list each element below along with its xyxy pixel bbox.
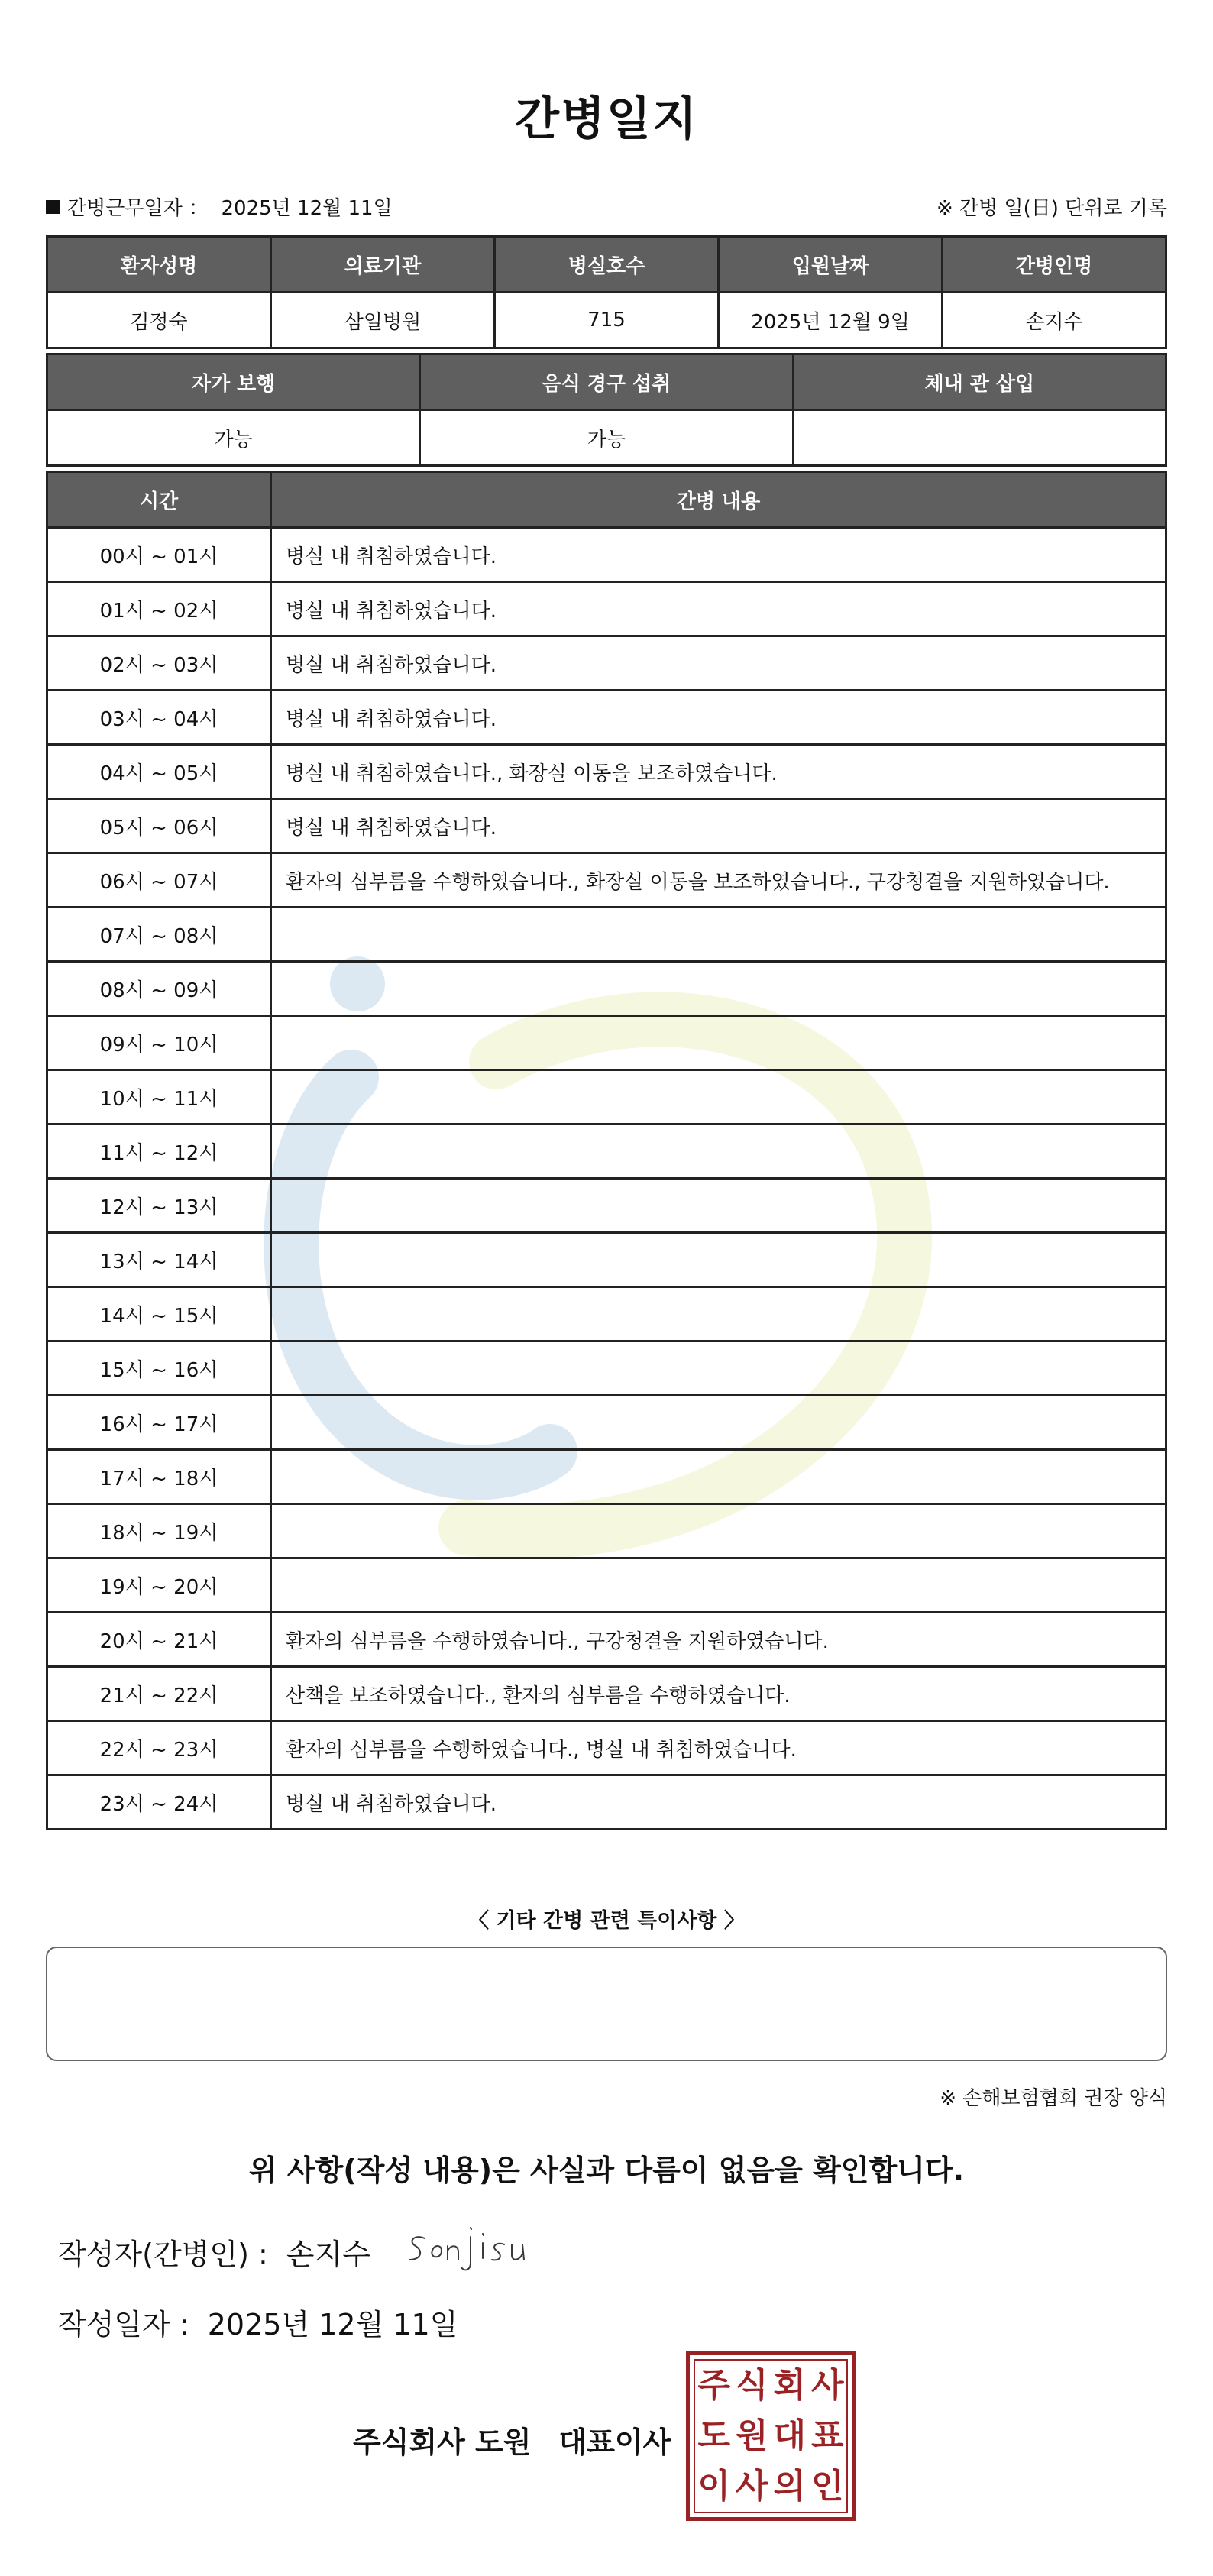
care-note bbox=[271, 908, 1166, 962]
writer-name: 손지수 bbox=[286, 2238, 370, 2271]
time-slot: 19시 ~ 20시 bbox=[47, 1558, 271, 1613]
table-row bbox=[47, 691, 1166, 745]
time-slot: 01시 ~ 02시 bbox=[47, 582, 271, 636]
table-row bbox=[47, 799, 1166, 853]
patient-status-table bbox=[46, 353, 1167, 467]
table-row bbox=[47, 1450, 1166, 1504]
tube-insertion-value bbox=[793, 410, 1166, 466]
time-slot: 12시 ~ 13시 bbox=[47, 1179, 271, 1233]
written-date-line bbox=[58, 2301, 458, 2343]
care-note: 병실 내 취침하였습니다. bbox=[271, 799, 1166, 853]
patient-info-table bbox=[46, 235, 1167, 349]
time-slot: 10시 ~ 11시 bbox=[47, 1070, 271, 1125]
header-tube-insertion: 체내 관 삽입 bbox=[793, 354, 1166, 410]
header-time: 시간 bbox=[47, 472, 271, 528]
table-row bbox=[47, 1396, 1166, 1450]
seal-char: 인 bbox=[810, 2467, 844, 2506]
time-slot: 00시 ~ 01시 bbox=[47, 528, 271, 582]
patient-name: 김정숙 bbox=[47, 293, 271, 348]
work-date-line bbox=[46, 193, 393, 221]
caregiver-name: 손지수 bbox=[943, 293, 1166, 348]
table-row bbox=[47, 1341, 1166, 1396]
time-slot: 08시 ~ 09시 bbox=[47, 962, 271, 1016]
care-note bbox=[271, 1179, 1166, 1233]
time-slot: 13시 ~ 14시 bbox=[47, 1233, 271, 1287]
care-note bbox=[271, 1016, 1166, 1070]
time-slot: 07시 ~ 08시 bbox=[47, 908, 271, 962]
hospital-name: 삼일병원 bbox=[271, 293, 495, 348]
table-row bbox=[47, 1558, 1166, 1613]
recommend-form-note: ※ 손해보험협회 권장 양식 bbox=[940, 2087, 1167, 2110]
company-line bbox=[353, 2419, 671, 2461]
time-slot: 14시 ~ 15시 bbox=[47, 1287, 271, 1341]
care-note: 병실 내 취침하였습니다. bbox=[271, 636, 1166, 691]
care-note: 병실 내 취침하였습니다. bbox=[271, 528, 1166, 582]
header-hospital: 의료기관 bbox=[271, 237, 495, 293]
written-date-label: 작성일자 : bbox=[58, 2308, 189, 2341]
care-note bbox=[271, 1504, 1166, 1558]
care-note: 환자의 심부름을 수행하였습니다., 병실 내 취침하였습니다. bbox=[271, 1721, 1166, 1775]
care-log-header-row bbox=[47, 472, 1166, 528]
seal-char: 식 bbox=[735, 2366, 768, 2405]
room-number: 715 bbox=[495, 293, 719, 348]
care-note: 병실 내 취침하였습니다. bbox=[271, 1775, 1166, 1830]
table-row bbox=[47, 1775, 1166, 1830]
square-bullet-icon bbox=[46, 200, 60, 214]
time-slot: 16시 ~ 17시 bbox=[47, 1396, 271, 1450]
table-row bbox=[47, 1233, 1166, 1287]
header-self-walking: 자가 보행 bbox=[47, 354, 420, 410]
written-date-value: 2025년 12월 11일 bbox=[207, 2308, 458, 2341]
time-slot: 03시 ~ 04시 bbox=[47, 691, 271, 745]
table-row bbox=[47, 908, 1166, 962]
admission-date: 2025년 12월 9일 bbox=[719, 293, 943, 348]
care-note: 환자의 심부름을 수행하였습니다., 화장실 이동을 보조하였습니다., 구강청결을 지원하였습니다. bbox=[271, 853, 1166, 908]
company-seal-stamp bbox=[686, 2351, 856, 2521]
header-admission-date: 입원날짜 bbox=[719, 237, 943, 293]
care-note bbox=[271, 1558, 1166, 1613]
table-row bbox=[47, 1179, 1166, 1233]
seal-char: 의 bbox=[773, 2467, 806, 2506]
writer-line bbox=[58, 2231, 370, 2273]
care-note bbox=[271, 1450, 1166, 1504]
seal-char: 표 bbox=[810, 2416, 844, 2455]
seal-char: 회 bbox=[773, 2366, 806, 2405]
table-row bbox=[47, 1016, 1166, 1070]
time-slot: 04시 ~ 05시 bbox=[47, 745, 271, 799]
work-date-value: 2025년 12월 11일 bbox=[221, 197, 393, 220]
care-note bbox=[271, 1396, 1166, 1450]
care-note bbox=[271, 962, 1166, 1016]
care-note: 산책을 보조하였습니다., 환자의 심부름을 수행하였습니다. bbox=[271, 1667, 1166, 1721]
handwritten-signature bbox=[403, 2215, 541, 2277]
care-note: 병실 내 취침하였습니다. bbox=[271, 691, 1166, 745]
table-row bbox=[47, 1667, 1166, 1721]
seal-char: 도 bbox=[697, 2416, 730, 2455]
time-slot: 23시 ~ 24시 bbox=[47, 1775, 271, 1830]
header-care-content: 간병 내용 bbox=[271, 472, 1166, 528]
table-row bbox=[47, 745, 1166, 799]
time-slot: 21시 ~ 22시 bbox=[47, 1667, 271, 1721]
company-name: 주식회사 도원 bbox=[353, 2426, 532, 2459]
care-note bbox=[271, 1341, 1166, 1396]
writer-label: 작성자(간병인) : bbox=[58, 2238, 268, 2271]
time-slot: 11시 ~ 12시 bbox=[47, 1125, 271, 1179]
table-row bbox=[47, 1125, 1166, 1179]
status-value-row bbox=[47, 410, 1166, 466]
patient-value-row bbox=[47, 293, 1166, 348]
header-oral-intake: 음식 경구 섭취 bbox=[420, 354, 793, 410]
special-notes-title: 〈 기타 간병 관련 특이사항 〉 bbox=[468, 1909, 745, 1933]
table-row bbox=[47, 853, 1166, 908]
time-slot: 22시 ~ 23시 bbox=[47, 1721, 271, 1775]
care-log-table bbox=[46, 471, 1167, 1830]
time-slot: 15시 ~ 16시 bbox=[47, 1341, 271, 1396]
seal-char: 원 bbox=[735, 2416, 768, 2455]
time-slot: 02시 ~ 03시 bbox=[47, 636, 271, 691]
seal-char: 대 bbox=[773, 2416, 806, 2455]
table-row bbox=[47, 1287, 1166, 1341]
seal-char: 사 bbox=[810, 2366, 844, 2405]
seal-char: 이 bbox=[697, 2467, 730, 2506]
care-note bbox=[271, 1125, 1166, 1179]
page-title: 간병일지 bbox=[515, 92, 698, 146]
table-row bbox=[47, 962, 1166, 1016]
table-row bbox=[47, 1070, 1166, 1125]
header-patient-name: 환자성명 bbox=[47, 237, 271, 293]
table-row bbox=[47, 582, 1166, 636]
record-unit-note: ※ 간병 일(日) 단위로 기록 bbox=[936, 197, 1167, 220]
time-slot: 18시 ~ 19시 bbox=[47, 1504, 271, 1558]
table-row bbox=[47, 1504, 1166, 1558]
table-row bbox=[47, 1613, 1166, 1667]
time-slot: 09시 ~ 10시 bbox=[47, 1016, 271, 1070]
table-row bbox=[47, 528, 1166, 582]
seal-char: 주 bbox=[697, 2366, 730, 2405]
time-slot: 05시 ~ 06시 bbox=[47, 799, 271, 853]
care-log-body bbox=[47, 528, 1166, 1830]
care-note bbox=[271, 1233, 1166, 1287]
table-row bbox=[47, 1721, 1166, 1775]
work-date-label: 간병근무일자 ： bbox=[67, 197, 209, 220]
confirmation-statement: 위 사항(작성 내용)은 사실과 다름이 없음을 확인합니다. bbox=[248, 2154, 965, 2187]
table-row bbox=[47, 636, 1166, 691]
status-header-row bbox=[47, 354, 1166, 410]
time-slot: 17시 ~ 18시 bbox=[47, 1450, 271, 1504]
care-note: 병실 내 취침하였습니다., 화장실 이동을 보조하였습니다. bbox=[271, 745, 1166, 799]
seal-inner-border bbox=[694, 2359, 848, 2513]
special-notes-box bbox=[46, 1947, 1167, 2061]
patient-header-row bbox=[47, 237, 1166, 293]
seal-char: 사 bbox=[735, 2467, 768, 2506]
care-note: 환자의 심부름을 수행하였습니다., 구강청결을 지원하였습니다. bbox=[271, 1613, 1166, 1667]
oral-intake-value: 가능 bbox=[420, 410, 793, 466]
header-caregiver-name: 간병인명 bbox=[943, 237, 1166, 293]
time-slot: 20시 ~ 21시 bbox=[47, 1613, 271, 1667]
self-walking-value: 가능 bbox=[47, 410, 420, 466]
time-slot: 06시 ~ 07시 bbox=[47, 853, 271, 908]
care-note bbox=[271, 1287, 1166, 1341]
representative-title: 대표이사 bbox=[558, 2426, 671, 2459]
care-note: 병실 내 취침하였습니다. bbox=[271, 582, 1166, 636]
care-note bbox=[271, 1070, 1166, 1125]
header-room-number: 병실호수 bbox=[495, 237, 719, 293]
